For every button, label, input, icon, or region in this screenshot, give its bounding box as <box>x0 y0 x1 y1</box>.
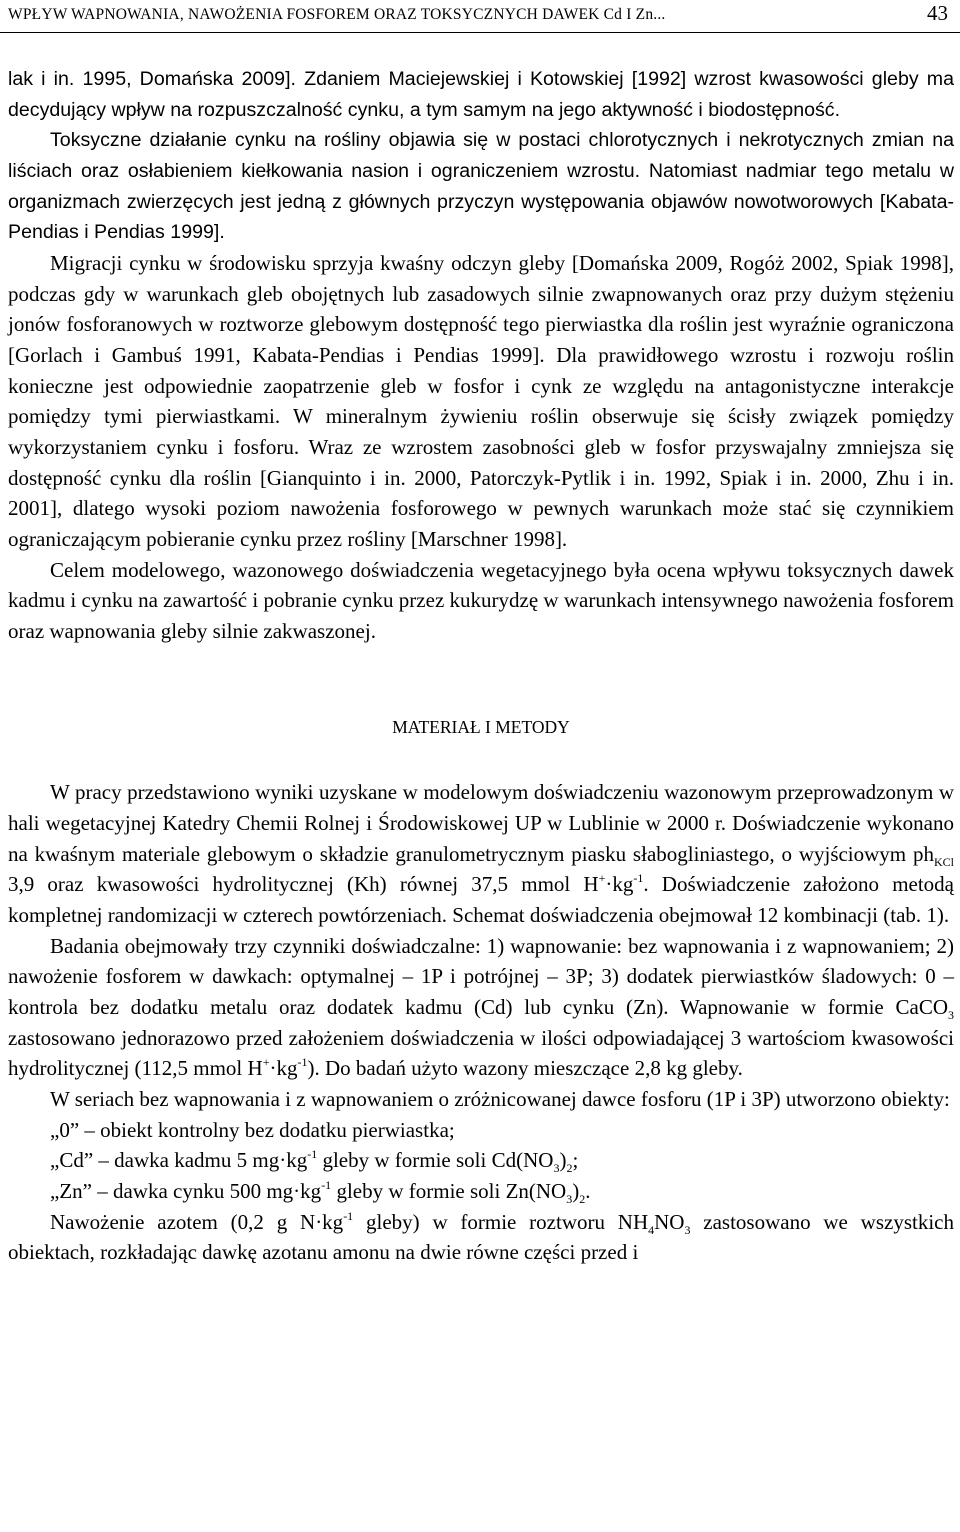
list-item-zn <box>8 1176 954 1207</box>
methods-text: ·kg <box>269 1056 298 1081</box>
methods-text: zastosowano jednorazowo przed założeniem doświadczenia w ilości odpowiadającej 3 wartościom kwasowości hydrolitycznej (112,5 mmol H <box>8 1025 954 1081</box>
page-body <box>8 64 954 1268</box>
subscript: 3 <box>684 1222 691 1237</box>
methods-text: Nawożenie azotem (0,2 g N·kg <box>50 1209 344 1234</box>
subscript: KCl <box>933 854 954 869</box>
spacer <box>8 646 954 712</box>
list-item-text: ) <box>559 1148 567 1173</box>
methods-paragraph-4 <box>8 1207 954 1268</box>
list-item-text: gleby w formie soli Zn(NO <box>331 1179 567 1203</box>
superscript: + <box>262 1055 270 1070</box>
intro-text: Natomiast nadmiar tego metalu w organizmach zwierzęcych jest jedną z głównych przyczyn występowania objawów nowotworowych [Kabata-Pendias i Pendias 1999]. <box>8 159 954 244</box>
superscript: -1 <box>297 1055 308 1070</box>
methods-text: Badania obejmowały trzy czynniki doświadczalne: 1) wapnowanie: bez wapnowania i z wapnowaniem; 2) nawożenie fosforem w dawkach: optymalnej – 1P i potrójnej – 3P; 3) dodatek pierwiastków śladowych: 0 – kontrola bez dodatku metalu oraz dodatek kadmu (Cd) lub cynku (Zn). Wapnowanie w formie CaCO <box>8 933 954 1020</box>
methods-text: W seriach bez wapnowania i z wapnowaniem o zróżnicowanej dawce fosforu (1P i 3P) utworzono obiekty: <box>50 1087 950 1112</box>
superscript: -1 <box>321 1178 332 1192</box>
page-number: 43 <box>927 1 948 25</box>
methods-text: zastosowano we wszystkich obiektach, rozkładając dawkę azotanu amonu na dwie równe części przed i <box>8 1209 954 1265</box>
running-title: WPŁYW WAPNOWANIA, NAWOŻENIA FOSFOREM ORAZ TOKSYCZNYCH DAWEK Cd I Zn... <box>8 6 666 23</box>
subscript: 3 <box>948 1008 954 1023</box>
methods-text: NO <box>654 1209 685 1234</box>
intro-text: Celem modelowego, wazonowego doświadczenia wegetacyjnego była ocena wpływu toksycznych dawek kadmu i cynku na zawartość i pobranie cynku przez kukurydzę w warunkach intensywnego nawożenia fosforem oraz wapnowania gleby silnie zakwaszonej. <box>8 557 954 643</box>
intro-paragraph-4 <box>8 555 954 647</box>
list-item-text: ; <box>572 1148 579 1173</box>
subscript: 4 <box>648 1222 655 1237</box>
superscript: -1 <box>633 871 644 886</box>
intro-text: Toksyczne działanie cynku na rośliny objawia się w postaci chlorotycznych i nekrotycznych zmian na liściach oraz osłabieniem kiełkowania nasion i ograniczeniem wzrostu. <box>8 129 954 182</box>
subscript: 3 <box>566 1192 573 1206</box>
list-item-text: „Cd” – dawka kadmu 5 mg·kg <box>50 1148 308 1173</box>
methods-paragraph-2 <box>8 931 954 1084</box>
list-item-text: . <box>585 1179 591 1203</box>
list-item-text: „Zn” – dawka cynku 500 mg·kg <box>50 1179 322 1203</box>
list-item-text: gleby w formie soli Cd(NO <box>317 1148 554 1173</box>
methods-paragraph-3 <box>8 1084 954 1115</box>
intro-paragraph-3 <box>8 248 954 555</box>
running-header <box>0 0 960 33</box>
section-heading: MATERIAŁ I METODY <box>392 717 570 738</box>
intro-text: Migracji cynku w środowisku sprzyja kwaśny odczyn gleby [Domańska 2009, Rogóż 2002, Spiak 1998], podczas gdy w warunkach gleb obojętnych lub zasadowych silnie zwapnowanych oraz przy dużym stężeniu jonów fosforanowych w roztworze glebowym dostępność tego pierwiastka dla roślin jest wyraźnie ograniczona [Gorlach i Gambuś 1991, Kabata-Pendias i Pendias 1999]. Dla prawidłowego wzrostu i rozwoju roślin konieczne jest odpowiednie zaopatrzenie gleb w fosfor i cynk ze względu na antagonistyczne interakcje pomiędzy tymi pierwiastkami. W mineralnym żywieniu roślin obserwuje się ścisły związek pomiędzy wykorzystaniem cynku i fosforu. Wraz ze wzrostem zasobności gleb w fosfor przyswajalny zmniejsza się dostępność cynku dla roślin [Gianquinto i in. 2000, Patorczyk-Pytlik i in. 1992, Spiak i in. 2000, Zhu i in. 2001], dlatego wysoki poziom nawożenia fosforowego w pewnych warunkach może stać się czynnikiem ograniczającym pobieranie cynku przez rośliny [Marschner 1998]. <box>8 250 954 551</box>
methods-text: ). Do badań użyto wazony mieszczące 2,8 kg gleby. <box>307 1056 743 1081</box>
methods-text: gleby) w formie roztworu NH <box>353 1209 649 1234</box>
intro-paragraph-1 <box>8 64 954 125</box>
superscript: -1 <box>343 1208 354 1223</box>
methods-text: . Doświadczenie założono metodą kompletnej randomizacji w czterech powtórzeniach. Schemat doświadczenia obejmował 12 kombinacji (tab. 1). <box>8 872 955 928</box>
subscript: 3 <box>553 1161 560 1176</box>
spacer <box>8 742 954 777</box>
list-item-control <box>8 1115 954 1146</box>
methods-text: 3,9 oraz kwasowości hydrolitycznej (Kh) równej 37,5 mmol H <box>8 872 599 897</box>
intro-text: lak i in. 1995, Domańska 2009]. Zdaniem Maciejewskiej i Kotowskiej [1992] wzrost kwasowości gleby ma decydujący wpływ na rozpuszczalność cynku, a tym samym na jego aktywność i biodostępność. <box>8 68 954 121</box>
superscript: + <box>598 871 606 886</box>
intro-paragraph-2 <box>8 125 954 248</box>
list-item-cd <box>8 1145 954 1176</box>
methods-text: W pracy przedstawiono wyniki uzyskane w modelowym doświadczeniu wazonowym przeprowadzonym w hali wegetacyjnej Katedry Chemii Rolnej i Środowiskowej UP w Lublinie w 2000 r. Doświadczenie wykonano na kwaśnym materiale glebowym o składzie granulometrycznym piasku słabogliniastego, o wyjściowym ph <box>8 780 954 866</box>
list-item-text: ) <box>572 1179 580 1203</box>
subscript: 2 <box>579 1192 586 1206</box>
list-item-text: „0” – obiekt kontrolny bez dodatku pierwiastka; <box>50 1117 455 1142</box>
subscript: 2 <box>566 1161 573 1176</box>
superscript: -1 <box>307 1147 318 1162</box>
methods-paragraph-1 <box>8 777 954 930</box>
methods-text: ·kg <box>605 872 634 897</box>
